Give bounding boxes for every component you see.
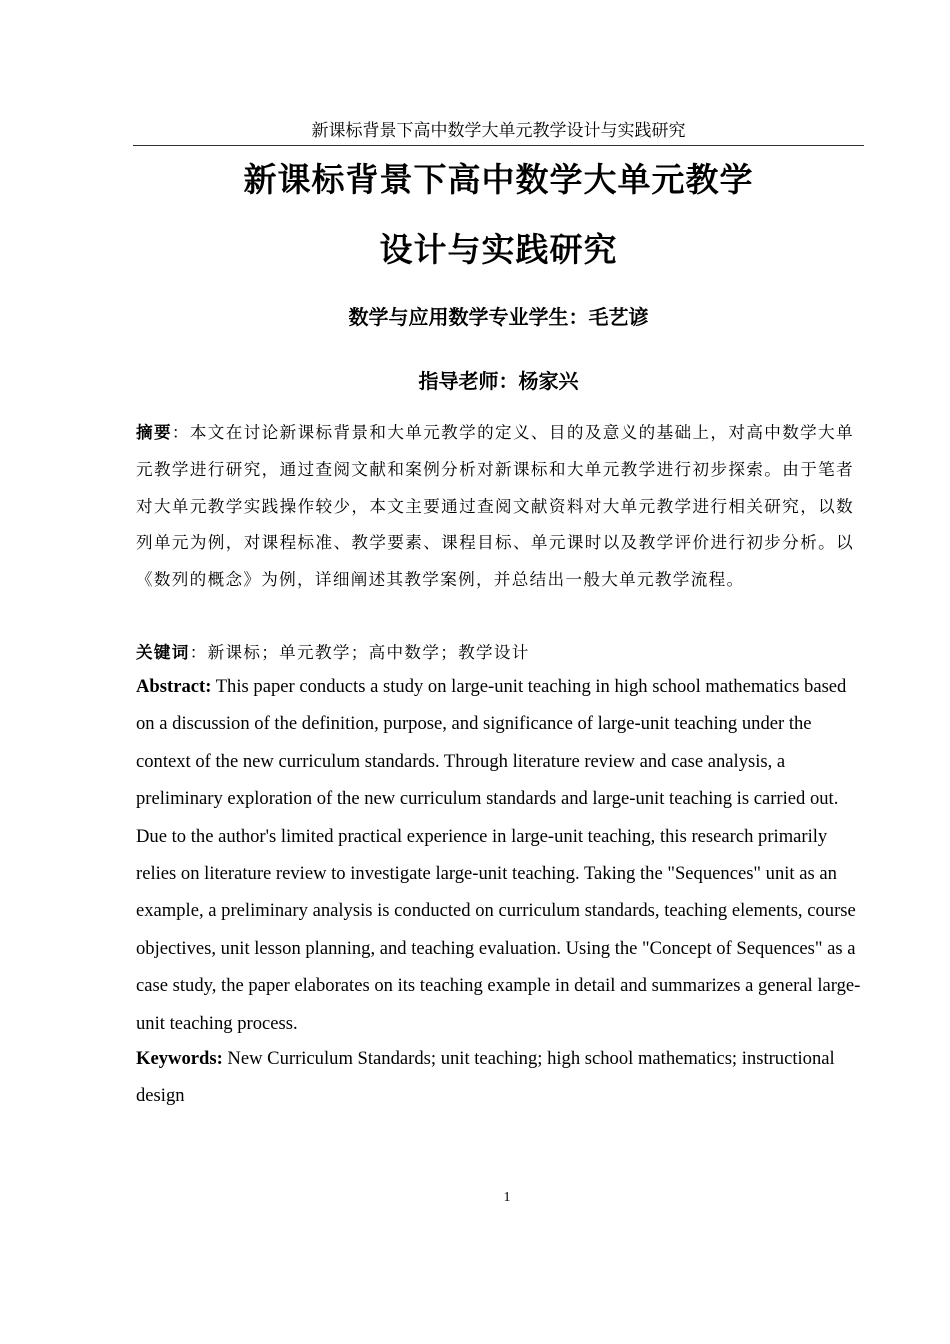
chinese-abstract-text: 本文在讨论新课标背景和大单元教学的定义、目的及意义的基础上，对高中数学大单元教学进行研究，通过查阅文献和案例分析对新课标和大单元教学进行初步探索。由于笔者对大单元教学实践操作较少，本文主要通过查阅文献资料对大单元教学进行相关研究，以数列单元为例，对课程标准、教学要素、课程目标、单元课时以及教学评价进行初步分析。以《数列的概念》为例，详细阐述其教学案例，并总结出一般大单元教学流程。 <box>136 423 854 590</box>
page-number: 1 <box>503 1190 511 1205</box>
chinese-abstract-label: 摘要 <box>136 422 172 442</box>
running-header: 新课标背景下高中数学大单元教学设计与实践研究 <box>311 121 686 140</box>
title-line-2: 设计与实践研究 <box>379 230 618 269</box>
chinese-keywords-separator: ： <box>189 643 208 662</box>
english-abstract-text: This paper conducts a study on large-unit teaching in high school mathematics based on a discussion of the definition, purpose, and significance of large-unit teaching under the context of the new curriculum standards. Through literature review and case analysis, a preliminary exploration of the new curriculum standards and large-unit teaching is carried out. Due to the author's limited practical experience in large-unit teaching, this research primarily relies on literature review to investigate large-unit teaching. Taking the "Sequences" unit as an example, a preliminary analysis is conducted on curriculum standards, teaching elements, course objectives, unit lesson planning, and teaching evaluation. Using the "Concept of Sequences" as a case study, the paper elaborates on its teaching example in detail and summarizes a general large-unit teaching process. <box>136 676 861 1034</box>
chinese-keywords <box>136 634 854 671</box>
english-abstract <box>136 668 862 1042</box>
english-keywords <box>136 1040 862 1115</box>
header-divider <box>133 145 864 146</box>
advisor-line: 指导老师：杨家兴 <box>418 369 579 393</box>
chinese-keywords-text: 新课标；单元教学；高中数学；教学设计 <box>207 643 530 662</box>
english-keywords-text: New Curriculum Standards; unit teaching; high school mathematics; instructional design <box>136 1048 835 1107</box>
chinese-keywords-label: 关键词 <box>136 642 190 662</box>
chinese-abstract-separator: ： <box>171 423 190 442</box>
author-line: 数学与应用数学专业学生：毛艺谚 <box>348 305 649 329</box>
english-keywords-label: Keywords: <box>136 1048 223 1069</box>
english-abstract-label: Abstract: <box>136 676 212 697</box>
chinese-abstract <box>136 414 854 599</box>
title-line-1: 新课标背景下高中数学大单元教学 <box>243 160 754 199</box>
